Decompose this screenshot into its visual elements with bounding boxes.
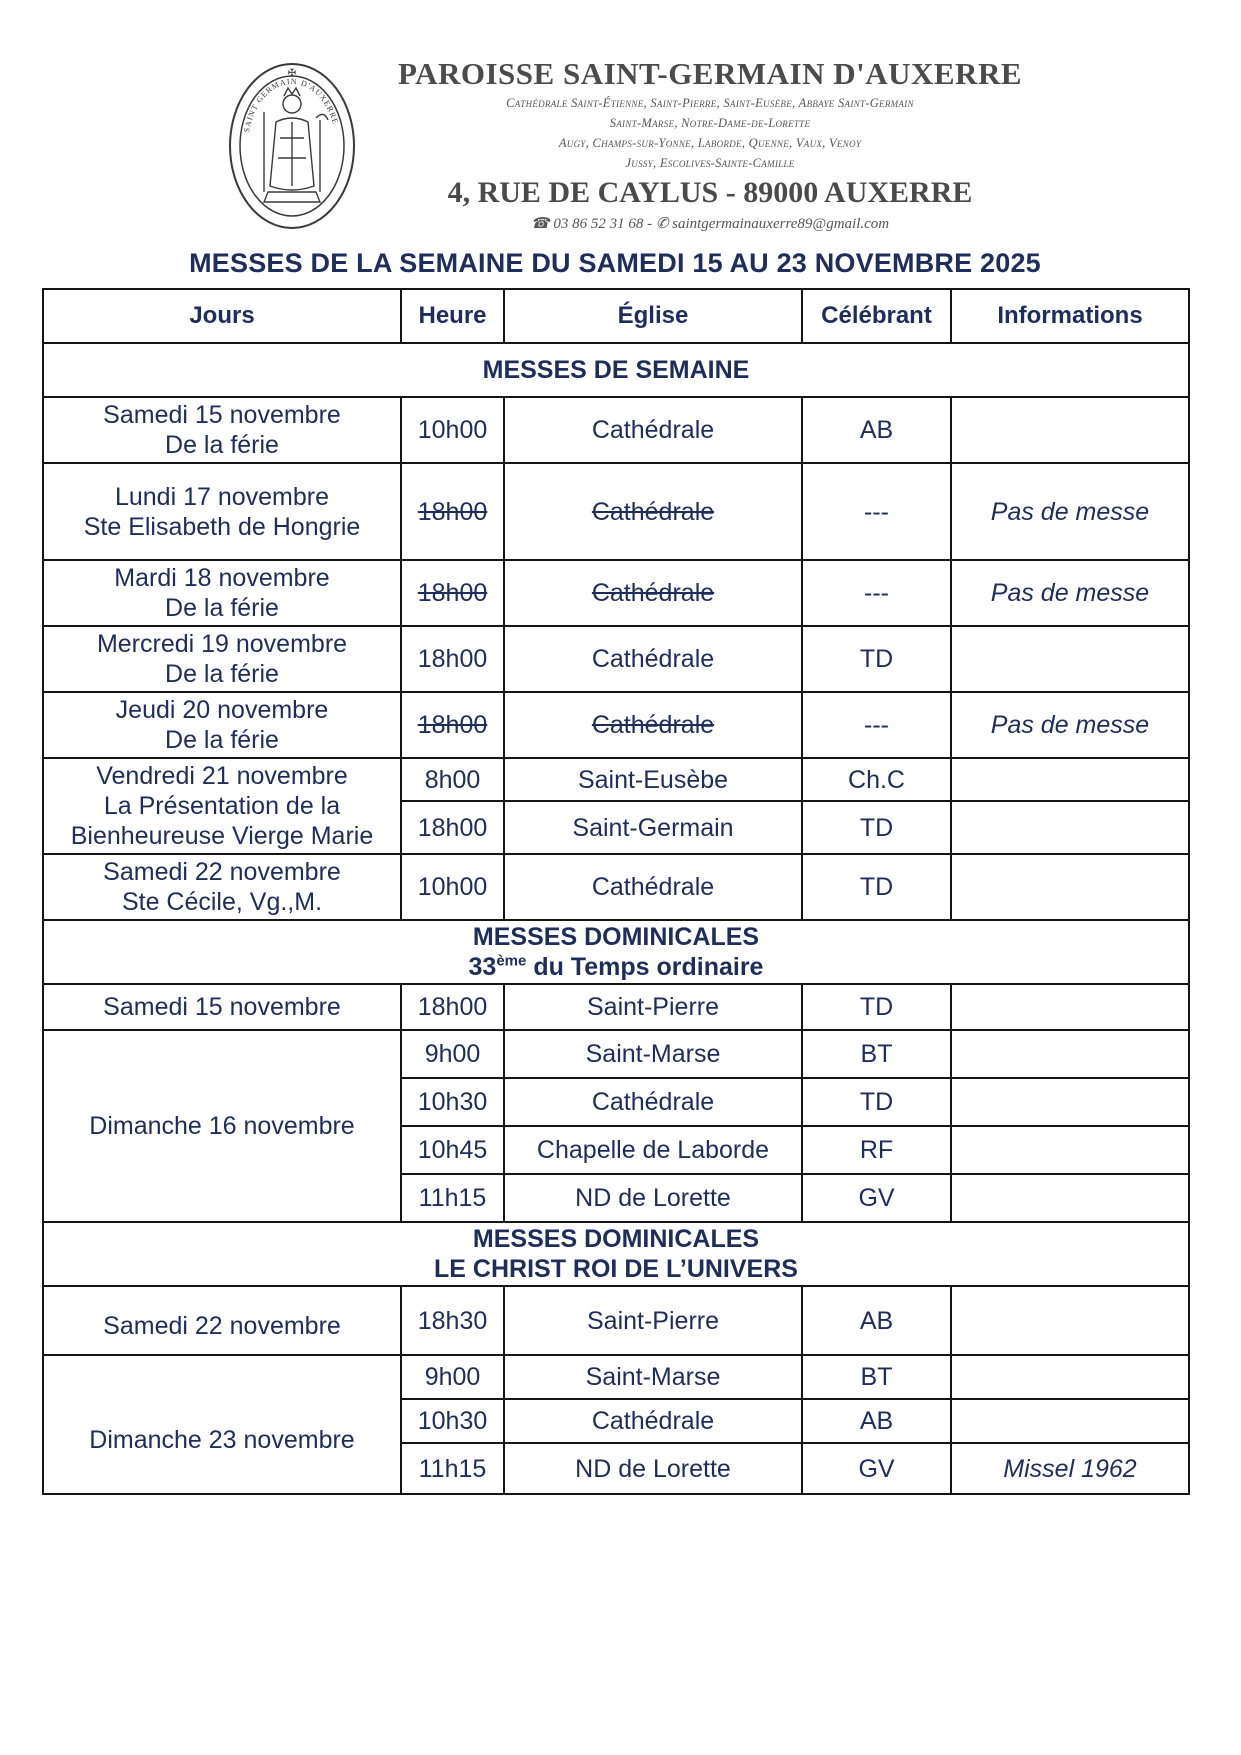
church-cell: Saint-Eusèbe	[504, 758, 802, 801]
feast-label: Ste Cécile, Vg.,M.	[121, 888, 323, 916]
day-label: Lundi 17 novembre	[114, 482, 330, 511]
section-title-sunday-2	[43, 1222, 1189, 1286]
time-cell: 9h00	[401, 1355, 504, 1399]
section-row	[43, 343, 1189, 397]
feast-label: De la férie	[165, 726, 279, 754]
day-cell	[43, 560, 401, 626]
time-cell: 18h00	[401, 692, 504, 758]
info-cell	[951, 1126, 1189, 1174]
info-cell: Pas de messe	[951, 463, 1189, 560]
celebrant-cell: AB	[802, 397, 951, 463]
day-label: Mardi 18 novembre	[114, 564, 330, 592]
churches-line-4: Jussy, Escolives-Sainte-Camille	[625, 156, 795, 170]
table-row	[43, 560, 1189, 626]
table-row	[43, 626, 1189, 692]
time-cell: 18h00	[401, 626, 504, 692]
section-line-1: MESSES DOMINICALES	[472, 923, 760, 951]
time-cell: 18h00	[401, 463, 504, 560]
day-label: Samedi 22 novembre	[103, 858, 341, 886]
church-cell: Cathédrale	[504, 560, 802, 626]
section-line-2: LE CHRIST ROI DE L’UNIVERS	[434, 1255, 798, 1283]
section-line-1: MESSES DOMINICALES	[472, 1225, 760, 1253]
info-cell	[951, 984, 1189, 1030]
celebrant-cell: ---	[802, 692, 951, 758]
table-row	[43, 1030, 1189, 1078]
celebrant-cell: ---	[802, 560, 951, 626]
info-cell	[951, 1355, 1189, 1399]
parish-contact: ☎ 03 86 52 31 68 - ✆ saintgermainauxerre89@gmail.com	[530, 216, 890, 232]
celebrant-cell: TD	[802, 984, 951, 1030]
section-title-week: MESSES DE SEMAINE	[43, 343, 1189, 397]
celebrant-cell: Ch.C	[802, 758, 951, 801]
parish-name: PAROISSE SAINT-GERMAIN D'AUXERRE	[397, 56, 1023, 91]
info-cell	[951, 854, 1189, 920]
table-row	[43, 463, 1189, 560]
day-cell	[43, 463, 401, 560]
church-cell: Cathédrale	[504, 397, 802, 463]
table-row	[43, 984, 1189, 1030]
feast-label: La Présentation de la	[103, 792, 341, 820]
time-cell: 18h00	[401, 984, 504, 1030]
table-row	[43, 758, 1189, 801]
info-cell	[951, 626, 1189, 692]
info-cell	[951, 801, 1189, 854]
church-cell: Chapelle de Laborde	[504, 1126, 802, 1174]
feast-label: De la férie	[165, 431, 279, 459]
time-cell: 8h00	[401, 758, 504, 801]
info-cell: Pas de messe	[951, 692, 1189, 758]
church-cell: ND de Lorette	[504, 1443, 802, 1494]
celebrant-cell: TD	[802, 1078, 951, 1126]
col-header-jours: Jours	[43, 289, 401, 343]
feast-label: De la férie	[165, 660, 279, 688]
time-cell: 10h00	[401, 397, 504, 463]
feast-label: De la férie	[165, 594, 279, 622]
svg-text:SAINT GERMAIN D'AUXERRE: SAINT GERMAIN D'AUXERRE	[242, 76, 341, 134]
celebrant-cell: TD	[802, 626, 951, 692]
celebrant-cell: TD	[802, 801, 951, 854]
churches-line-1: Cathédrale Saint-Étienne, Saint-Pierre, Saint-Eusèbe, Abbaye Saint-Germain	[506, 96, 914, 110]
table-row	[43, 1355, 1189, 1399]
celebrant-cell: ---	[802, 463, 951, 560]
table-row	[43, 854, 1189, 920]
info-cell	[951, 397, 1189, 463]
info-cell	[951, 1174, 1189, 1222]
celebrant-cell: GV	[802, 1174, 951, 1222]
table-header-row	[43, 289, 1189, 343]
info-cell	[951, 1030, 1189, 1078]
day-cell	[43, 692, 401, 758]
time-cell: 10h30	[401, 1078, 504, 1126]
parish-seal-logo	[228, 62, 356, 230]
table-row	[43, 692, 1189, 758]
col-header-heure: Heure	[401, 289, 504, 343]
church-cell: Saint-Pierre	[504, 1286, 802, 1355]
section-row	[43, 1222, 1189, 1286]
time-cell: 18h30	[401, 1286, 504, 1355]
time-cell: 10h45	[401, 1126, 504, 1174]
churches-line-3: Augy, Champs-sur-Yonne, Laborde, Quenne, Vaux, Venoy	[558, 136, 862, 150]
day-label: Mercredi 19 novembre	[96, 630, 348, 658]
celebrant-cell: GV	[802, 1443, 951, 1494]
time-cell: 18h00	[401, 560, 504, 626]
info-cell: Missel 1962	[951, 1443, 1189, 1494]
time-cell: 9h00	[401, 1030, 504, 1078]
feast-label: Ste Elisabeth de Hongrie	[83, 512, 361, 541]
day-cell: Samedi 22 novembre	[43, 1286, 401, 1355]
section-title-sunday-1	[43, 920, 1189, 984]
table-row	[43, 1286, 1189, 1355]
church-cell: Saint-Marse	[504, 1030, 802, 1078]
day-cell	[43, 758, 401, 854]
church-cell: Saint-Marse	[504, 1355, 802, 1399]
info-cell	[951, 1286, 1189, 1355]
church-cell: Cathédrale	[504, 463, 802, 560]
feast-label: Bienheureuse Vierge Marie	[70, 822, 374, 850]
col-header-eglise: Église	[504, 289, 802, 343]
info-cell: Pas de messe	[951, 560, 1189, 626]
day-label: Samedi 15 novembre	[103, 401, 341, 429]
church-cell: Cathédrale	[504, 692, 802, 758]
page-title: MESSES DE LA SEMAINE DU SAMEDI 15 AU 23 NOVEMBRE 2025	[189, 248, 1041, 278]
church-cell: Saint-Pierre	[504, 984, 802, 1030]
celebrant-cell: AB	[802, 1286, 951, 1355]
mass-schedule-table	[42, 288, 1190, 1495]
time-cell: 11h15	[401, 1443, 504, 1494]
time-cell: 11h15	[401, 1174, 504, 1222]
col-header-celebrant: Célébrant	[802, 289, 951, 343]
day-label: Jeudi 20 novembre	[115, 696, 329, 724]
celebrant-cell: AB	[802, 1399, 951, 1443]
section-line-2: 33ème du Temps ordinaire	[468, 952, 764, 981]
day-cell	[43, 397, 401, 463]
svg-text:✠: ✠	[287, 68, 297, 79]
church-cell: Cathédrale	[504, 854, 802, 920]
celebrant-cell: BT	[802, 1355, 951, 1399]
time-cell: 10h30	[401, 1399, 504, 1443]
info-cell	[951, 758, 1189, 801]
day-cell: Dimanche 16 novembre	[43, 1030, 401, 1222]
table-row	[43, 397, 1189, 463]
day-cell	[43, 626, 401, 692]
celebrant-cell: TD	[802, 854, 951, 920]
parish-address: 4, RUE DE CAYLUS - 89000 AUXERRE	[447, 176, 973, 209]
church-cell: ND de Lorette	[504, 1174, 802, 1222]
col-header-informations: Informations	[951, 289, 1189, 343]
celebrant-cell: RF	[802, 1126, 951, 1174]
section-row	[43, 920, 1189, 984]
celebrant-cell: BT	[802, 1030, 951, 1078]
churches-line-2: Saint-Marse, Notre-Dame-de-Lorette	[609, 116, 811, 130]
time-cell: 18h00	[401, 801, 504, 854]
time-cell: 10h00	[401, 854, 504, 920]
day-cell: Samedi 15 novembre	[43, 984, 401, 1030]
day-label: Vendredi 21 novembre	[96, 762, 348, 790]
day-cell	[43, 854, 401, 920]
church-cell: Cathédrale	[504, 1399, 802, 1443]
day-cell: Dimanche 23 novembre	[43, 1355, 401, 1494]
info-cell	[951, 1399, 1189, 1443]
church-cell: Cathédrale	[504, 626, 802, 692]
church-cell: Saint-Germain	[504, 801, 802, 854]
church-cell: Cathédrale	[504, 1078, 802, 1126]
info-cell	[951, 1078, 1189, 1126]
